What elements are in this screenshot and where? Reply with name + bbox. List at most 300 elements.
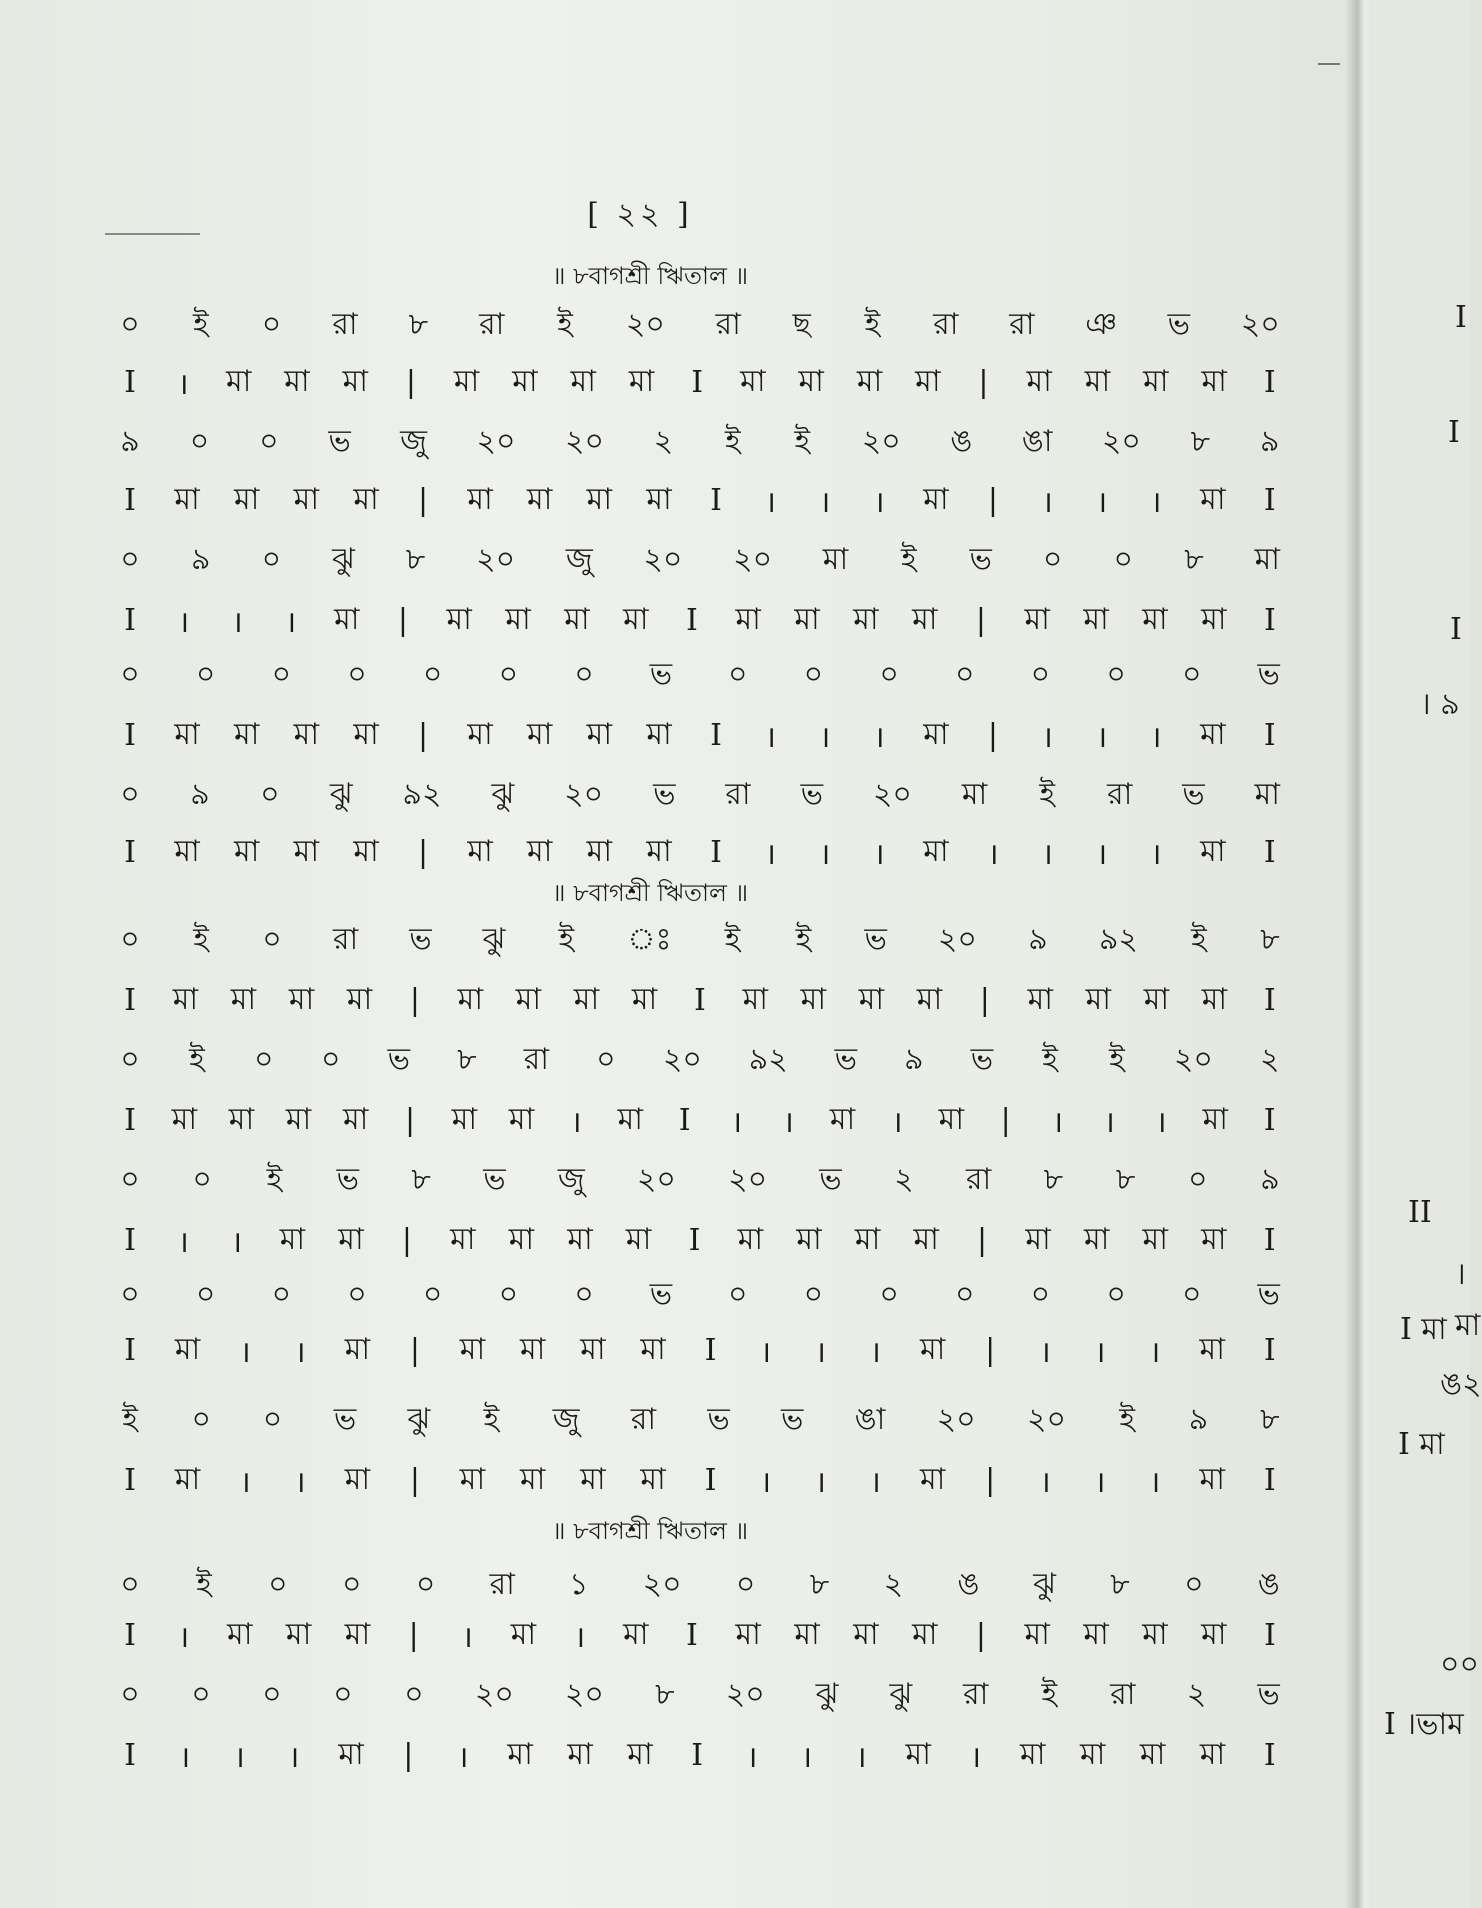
notation-symbol: ৯২ — [748, 1041, 788, 1077]
notation-symbol: ০ — [1184, 1566, 1204, 1602]
swara-row — [120, 530, 1280, 590]
adjacent-page-fragment: I মা — [1398, 1427, 1445, 1462]
notation-symbol: মা — [913, 1221, 939, 1257]
notation-symbol: । — [818, 719, 831, 755]
page-fold-shadow — [1345, 0, 1373, 1908]
notation-symbol: । — [288, 1739, 300, 1775]
notation-symbol: মা — [640, 1461, 666, 1497]
notation-symbol: I — [1263, 982, 1276, 1018]
notation-symbol: মা — [228, 1101, 255, 1137]
notation-symbol: মা — [338, 1736, 364, 1772]
notation-symbol: | — [975, 1617, 987, 1653]
notation-symbol: ৯ — [1188, 1401, 1209, 1437]
notation-symbol: । — [814, 1464, 826, 1500]
notation-symbol: ০ — [347, 656, 367, 692]
notation-symbol: মা — [1143, 363, 1169, 399]
adjacent-page-fragment: ।মা — [1455, 1257, 1481, 1343]
notation-symbol: ৯ — [1260, 423, 1280, 459]
notation-symbol: ০ — [262, 1401, 283, 1437]
notation-symbol: মা — [570, 363, 596, 399]
notation-symbol: । — [730, 1104, 743, 1140]
notation-symbol: জু — [400, 423, 428, 459]
notation-symbol: মা — [1142, 1616, 1168, 1652]
swara-row — [120, 1265, 1280, 1325]
notation-symbol: I — [124, 1737, 136, 1773]
notation-symbol: ০ — [954, 1276, 975, 1312]
page-number: [ ২২ ] — [587, 197, 693, 232]
notation-symbol: মা — [586, 716, 613, 752]
notation-symbol: রা — [479, 306, 505, 342]
notation-symbol: I — [678, 1102, 691, 1138]
swara-row — [120, 765, 1280, 825]
beat-row — [120, 1725, 1280, 1785]
notation-symbol: ই — [725, 423, 741, 459]
adjacent-page — [1373, 0, 1470, 1908]
notation-symbol: | — [405, 364, 416, 400]
notation-symbol: মা — [912, 1616, 938, 1652]
notation-symbol: ৯ — [1260, 1161, 1280, 1197]
notation-symbol: । — [177, 604, 190, 640]
notation-symbol: মা — [627, 1736, 653, 1772]
notation-symbol: মা — [459, 1461, 486, 1497]
notation-symbol: । — [1041, 484, 1053, 520]
notation-symbol: মা — [573, 981, 600, 1017]
notation-symbol: ৮ — [1260, 921, 1280, 957]
notation-symbol: ই — [266, 1161, 283, 1197]
notation-symbol: মা — [507, 1736, 533, 1772]
notation-symbol: মা — [344, 1331, 371, 1367]
notation-symbol: ০ — [1030, 656, 1051, 692]
notation-symbol: মা — [1201, 1616, 1227, 1652]
notation-symbol: ই — [483, 1401, 500, 1437]
notation-symbol: মা — [338, 1221, 364, 1257]
notation-symbol: ০ — [120, 1276, 140, 1312]
notation-symbol: মা — [628, 363, 655, 399]
notation-symbol: ই — [192, 306, 209, 342]
notation-symbol: ৮ — [1260, 1401, 1280, 1437]
notation-symbol: মা — [515, 981, 542, 1017]
notation-symbol: | — [987, 482, 998, 518]
notation-symbol: ই — [122, 1401, 138, 1437]
notation-symbol: ০ — [262, 921, 282, 957]
notation-symbol: । — [1095, 836, 1108, 872]
notation-symbol: মা — [1143, 981, 1170, 1017]
notation-symbol: I — [1263, 1737, 1276, 1773]
notation-symbol: I — [124, 982, 136, 1018]
notation-symbol: মা — [796, 1221, 822, 1257]
adjacent-page-fragment: । ৯ — [1420, 687, 1460, 722]
notation-symbol: মা — [737, 1221, 764, 1257]
notation-symbol: | — [1000, 1102, 1011, 1138]
notation-symbol: ২০ — [1026, 1401, 1066, 1437]
notation-symbol: মা — [646, 716, 672, 752]
notation-symbol: I — [1264, 602, 1276, 638]
notation-symbol: । — [284, 604, 297, 640]
notation-symbol: ই — [795, 921, 812, 957]
notation-symbol: I — [124, 364, 136, 400]
notation-symbol: মা — [342, 1101, 369, 1137]
notation-symbol: । — [814, 1334, 826, 1370]
notation-symbol: ২০ — [636, 1161, 676, 1197]
notation-symbol: । — [233, 1739, 245, 1775]
notation-symbol: ০ — [727, 1276, 748, 1312]
notation-symbol: মা — [915, 363, 941, 399]
notation-symbol: | — [408, 1617, 419, 1653]
notation-symbol: । — [759, 1334, 772, 1370]
notation-symbol: মা — [916, 981, 943, 1017]
notation-symbol: মা — [233, 833, 260, 869]
notation-symbol: মা — [1199, 1461, 1225, 1497]
notation-symbol: ২০ — [861, 423, 901, 459]
notation-symbol: ০ — [498, 1276, 519, 1312]
notation-symbol: ভ — [409, 921, 432, 957]
notation-symbol: মা — [822, 541, 849, 577]
notation-symbol: মা — [631, 981, 658, 1017]
beat-row — [120, 705, 1280, 765]
beat-row — [120, 1320, 1280, 1380]
notation-symbol: I — [124, 602, 136, 638]
notation-symbol: ৮ — [1184, 541, 1204, 577]
notation-symbol: I — [1263, 1462, 1276, 1498]
notation-symbol: । — [1051, 1104, 1064, 1140]
notation-symbol: । — [461, 1619, 473, 1655]
notation-symbol: । — [457, 1739, 469, 1775]
notation-symbol: ৮ — [809, 1566, 830, 1602]
notation-symbol: মা — [1139, 1736, 1166, 1772]
notation-symbol: মা — [174, 481, 200, 517]
notation-symbol: ২০ — [564, 1676, 604, 1712]
notation-symbol: ই — [864, 306, 881, 342]
notation-symbol: ৯ — [904, 1041, 924, 1077]
notation-symbol: ২০ — [733, 541, 773, 577]
notation-symbol: মা — [346, 981, 373, 1017]
notation-symbol: মা — [1201, 601, 1227, 637]
notation-symbol: । — [239, 1464, 251, 1500]
notation-symbol: । — [759, 1464, 772, 1500]
notation-symbol: মা — [519, 1331, 546, 1367]
notation-symbol: মা — [446, 601, 472, 637]
notation-symbol: মা — [174, 716, 200, 752]
notation-symbol: ০ — [498, 656, 519, 692]
notation-symbol: I — [1263, 834, 1276, 870]
notation-symbol: ভ — [649, 656, 673, 692]
notation-symbol: মা — [342, 363, 368, 399]
notation-symbol: ০ — [333, 1676, 353, 1712]
notation-symbol: মা — [938, 1101, 965, 1137]
notation-symbol: ই — [1191, 921, 1207, 957]
notation-symbol: । — [177, 1224, 189, 1260]
notation-symbol: মা — [800, 981, 827, 1017]
notation-symbol: মা — [293, 481, 320, 517]
notation-symbol: ভ — [387, 1041, 410, 1077]
notation-symbol: জু — [565, 541, 593, 577]
notation-symbol: ২০ — [662, 1041, 702, 1077]
notation-symbol: মা — [567, 1221, 593, 1257]
notation-symbol: মা — [450, 1221, 476, 1257]
notation-symbol: ০ — [415, 1566, 436, 1602]
notation-symbol: । — [891, 1104, 903, 1140]
notation-symbol: । — [1095, 719, 1108, 755]
notation-symbol: ০ — [342, 1566, 362, 1602]
notation-symbol: ৯ — [190, 541, 211, 577]
notation-symbol: মা — [285, 1616, 312, 1652]
adjacent-page-fragment: II — [1408, 1195, 1432, 1230]
notation-symbol: ই — [794, 423, 811, 459]
notation-symbol: I — [1264, 1617, 1276, 1653]
notation-symbol: মা — [1025, 1221, 1051, 1257]
notation-symbol: ০ — [191, 1401, 212, 1437]
notation-symbol: ০ — [954, 656, 975, 692]
notation-symbol: ২০ — [725, 1676, 765, 1712]
notation-symbol: মা — [279, 1221, 306, 1257]
adjacent-page-fragment: I ।ভাম — [1384, 1707, 1464, 1742]
notation-symbol: ভ — [649, 1276, 673, 1312]
notation-symbol: । — [294, 1334, 306, 1370]
notation-symbol: ০ — [1182, 656, 1202, 692]
notation-symbol: | — [409, 982, 420, 1018]
notation-symbol: ভ — [1257, 1276, 1280, 1312]
notation-symbol: ০ — [574, 1276, 594, 1312]
notation-symbol: ৯২ — [1098, 921, 1138, 957]
notation-symbol: ই — [1039, 776, 1055, 812]
notation-symbol: ০ — [120, 1041, 140, 1077]
notation-symbol: মা — [742, 981, 768, 1017]
notation-symbol: ০ — [803, 1276, 824, 1312]
notation-symbol: । — [1150, 484, 1162, 520]
notation-symbol: ০ — [1188, 1161, 1208, 1197]
notation-symbol: | — [397, 602, 408, 638]
notation-symbol: মা — [174, 1461, 201, 1497]
beat-row — [120, 1605, 1280, 1665]
notation-symbol: ৮ — [655, 1676, 675, 1712]
notation-symbol: মা — [1201, 1221, 1227, 1257]
notation-symbol: ০ — [727, 656, 748, 692]
notation-symbol: মা — [526, 481, 553, 517]
notation-symbol: । — [1039, 1464, 1051, 1500]
notation-symbol: রা — [1110, 1676, 1136, 1712]
notation-symbol: ঙ — [957, 1566, 980, 1602]
notation-symbol: মা — [1199, 1331, 1225, 1367]
notation-symbol: ৮ — [408, 306, 429, 342]
notation-symbol: । — [1094, 1334, 1106, 1370]
notation-symbol: । — [764, 484, 776, 520]
notation-symbol: ঝু — [889, 1676, 913, 1712]
notation-symbol: মা — [1142, 601, 1168, 637]
notation-symbol: ০ — [271, 656, 292, 692]
notation-symbol: । — [239, 1334, 251, 1370]
notation-symbol: মা — [856, 363, 883, 399]
notation-symbol: ০ — [120, 776, 140, 812]
adjacent-page-fragment: I — [1448, 415, 1460, 450]
notation-symbol: মা — [284, 363, 310, 399]
notation-symbol: ভ — [1182, 776, 1205, 812]
notation-symbol: । — [1041, 719, 1053, 755]
notation-symbol: ০ — [1106, 1276, 1126, 1312]
swara-row — [120, 1665, 1280, 1725]
notation-symbol: মা — [510, 1616, 537, 1652]
notation-symbol: ঝু — [407, 1401, 431, 1437]
notation-symbol: মা — [174, 1331, 201, 1367]
notation-symbol: ভ — [328, 423, 351, 459]
notation-symbol: মা — [233, 481, 260, 517]
notation-symbol: I — [704, 1332, 717, 1368]
notation-symbol: মা — [1024, 601, 1050, 637]
notation-symbol: মা — [1026, 363, 1052, 399]
notation-symbol: । — [818, 836, 831, 872]
notation-symbol: মা — [905, 1736, 931, 1772]
notation-symbol: মা — [1202, 1101, 1228, 1137]
notation-symbol: মা — [459, 1331, 486, 1367]
notation-symbol: ০ — [1030, 1276, 1051, 1312]
notation-symbol: ০ — [320, 1041, 341, 1077]
notation-symbol: ২০ — [936, 1401, 976, 1437]
notation-symbol: মা — [344, 1461, 371, 1497]
notation-symbol: মা — [794, 1616, 820, 1652]
swara-row — [120, 412, 1280, 472]
notation-symbol: মা — [1142, 1221, 1168, 1257]
notation-symbol: । — [764, 719, 776, 755]
notation-symbol: মা — [353, 481, 379, 517]
notation-symbol: । — [1149, 1464, 1161, 1500]
notation-symbol: মা — [1085, 981, 1111, 1017]
notation-symbol: ০ — [120, 1676, 140, 1712]
notation-symbol: I — [124, 1617, 136, 1653]
notation-symbol: | — [978, 364, 989, 400]
notation-symbol: মা — [467, 716, 493, 752]
notation-symbol: ০ — [347, 1276, 367, 1312]
beat-row — [120, 970, 1280, 1030]
notation-symbol: ৮ — [405, 541, 426, 577]
notation-symbol: রা — [966, 1161, 992, 1197]
notation-symbol: ০ — [120, 1566, 140, 1602]
swara-row — [120, 910, 1280, 970]
notation-symbol: । — [178, 1739, 191, 1775]
notation-symbol: I — [710, 834, 722, 870]
notation-symbol: মা — [1027, 981, 1053, 1017]
notation-symbol: রা — [489, 1566, 515, 1602]
notation-symbol: ই — [196, 1566, 212, 1602]
notation-symbol: ২০ — [564, 776, 604, 812]
notation-symbol: মা — [794, 601, 820, 637]
notation-symbol: ৮ — [1190, 423, 1211, 459]
notation-symbol: । — [987, 836, 999, 872]
notation-symbol: রা — [333, 921, 359, 957]
swara-row — [120, 645, 1280, 705]
notation-symbol: ০ — [879, 1276, 899, 1312]
notation-symbol: । — [746, 1739, 758, 1775]
notation-symbol: | — [409, 1332, 420, 1368]
notation-symbol: ২০ — [564, 423, 604, 459]
notation-symbol: ০ — [422, 1276, 443, 1312]
notation-symbol: মা — [353, 716, 379, 752]
notation-symbol: মা — [467, 833, 493, 869]
notation-symbol: মা — [293, 716, 320, 752]
notation-symbol: মা — [735, 601, 761, 637]
notation-symbol: মা — [923, 833, 949, 869]
notation-symbol: ভ — [781, 1401, 804, 1437]
notation-symbol: | — [977, 1222, 988, 1258]
notation-symbol: ভ — [800, 776, 823, 812]
notation-symbol: । — [570, 1104, 582, 1140]
notation-symbol: ৮ — [411, 1161, 431, 1197]
notation-symbol: ভ — [970, 1041, 994, 1077]
notation-symbol: ০ — [1106, 656, 1126, 692]
notation-symbol: মা — [334, 601, 360, 637]
notation-symbol: মা — [508, 1221, 535, 1257]
notation-symbol: ০ — [262, 1676, 282, 1712]
notation-symbol: ২০ — [643, 541, 683, 577]
notation-symbol: I — [124, 834, 136, 870]
notation-symbol: রা — [725, 776, 751, 812]
notation-symbol: ঞ — [1085, 306, 1117, 342]
notation-symbol: ২০ — [872, 776, 912, 812]
notation-symbol: রা — [963, 1676, 989, 1712]
notation-symbol: I — [686, 602, 698, 638]
notation-symbol: ভ — [336, 1161, 359, 1197]
notation-symbol: ২০ — [476, 541, 516, 577]
notation-symbol: । — [764, 836, 776, 872]
notation-symbol: ঙ — [1257, 1566, 1280, 1602]
notation-symbol: ঙ — [950, 423, 973, 459]
notation-symbol: ঝু — [329, 776, 353, 812]
notation-symbol: ঝু — [815, 1676, 839, 1712]
notation-symbol: I — [1263, 1102, 1276, 1138]
notation-symbol: ই — [1109, 1041, 1125, 1077]
notation-symbol: মা — [912, 601, 938, 637]
notation-symbol: I — [1263, 482, 1276, 518]
notation-symbol: । — [231, 604, 243, 640]
notation-symbol: মা — [1083, 1221, 1110, 1257]
notation-symbol: রা — [630, 1401, 657, 1437]
notation-symbol: মা — [640, 1331, 666, 1367]
notation-symbol: ০ — [254, 1041, 274, 1077]
notation-symbol: মা — [919, 1461, 946, 1497]
notation-symbol: ০ — [1042, 541, 1063, 577]
notation-symbol: । — [177, 1619, 190, 1655]
notation-symbol: ৯ — [120, 423, 140, 459]
notation-symbol: রা — [715, 306, 741, 342]
notation-symbol: ৯ — [1028, 921, 1048, 957]
notation-symbol: | — [417, 482, 429, 518]
notation-symbol: মা — [451, 1101, 478, 1137]
notation-symbol: । — [873, 836, 885, 872]
notation-symbol: I — [124, 1102, 136, 1138]
notation-symbol: | — [417, 717, 429, 753]
stray-mark — [105, 233, 200, 235]
notation-symbol: মা — [854, 1221, 881, 1257]
notation-symbol: মা — [858, 981, 885, 1017]
notation-symbol: ই — [1042, 1041, 1058, 1077]
notation-symbol: মা — [526, 716, 553, 752]
notation-symbol: | — [987, 717, 998, 753]
notation-symbol: ই — [189, 1041, 205, 1077]
notation-symbol: মা — [1084, 363, 1111, 399]
notation-symbol: । — [873, 719, 885, 755]
notation-symbol: ই — [901, 541, 917, 577]
notation-symbol: ২০ — [474, 1676, 514, 1712]
notation-symbol: মা — [508, 1101, 535, 1137]
notation-symbol: I — [124, 717, 136, 753]
notation-symbol: মা — [1020, 1736, 1046, 1772]
notation-symbol: ৮ — [1043, 1161, 1064, 1197]
notation-symbol: ভ — [864, 921, 887, 957]
notation-symbol: ০ — [192, 1161, 212, 1197]
notation-symbol: ২০ — [625, 306, 665, 342]
notation-symbol: | — [975, 602, 987, 638]
notation-symbol: ই — [724, 921, 741, 957]
notation-symbol: ২০ — [728, 1161, 768, 1197]
notation-symbol: মা — [853, 1616, 879, 1652]
